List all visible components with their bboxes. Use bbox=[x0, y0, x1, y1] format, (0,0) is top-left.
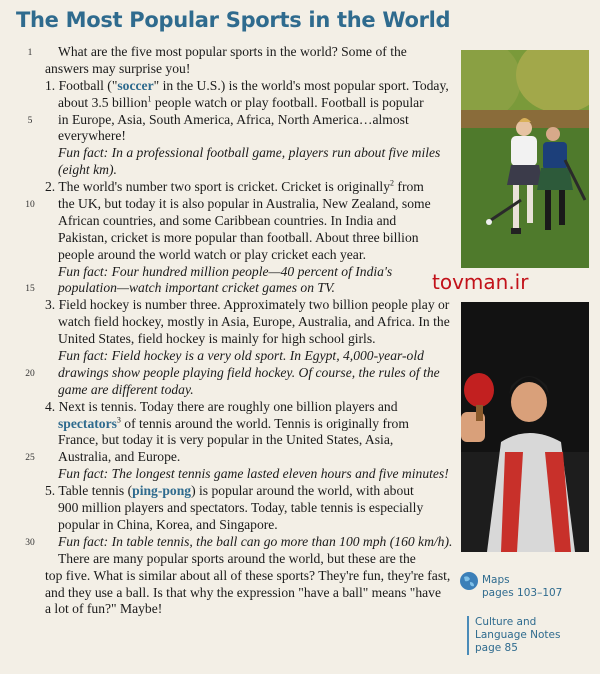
text-line bbox=[0, 314, 458, 331]
text-segment: people around the world watch or play cricket each year. bbox=[58, 246, 366, 262]
text-line bbox=[0, 112, 458, 129]
text-segment: the UK, but today it is also popular in Australia, New Zealand, some bbox=[58, 196, 431, 212]
text-segment: 4. Next is tennis. Today there are roughly one billion players and bbox=[45, 398, 398, 414]
maps-pages: pages 103–107 bbox=[482, 587, 563, 599]
text-segment: " in the U.S.) is the world's most popular sport. Today, bbox=[153, 77, 449, 93]
text-line bbox=[0, 331, 458, 348]
text-line bbox=[0, 78, 458, 95]
text-line bbox=[0, 44, 458, 61]
text-segment: population—watch important cricket games on TV. bbox=[58, 280, 335, 296]
line-number: 1 bbox=[27, 48, 33, 58]
line-number: 25 bbox=[25, 453, 35, 464]
text-segment: and they use a ball. Is that why the expression "have a ball" means "have bbox=[45, 584, 442, 600]
text-line bbox=[0, 432, 458, 449]
text-segment: Fun fact: Four hundred million people—40 percent of India's bbox=[58, 263, 393, 279]
text-line bbox=[0, 551, 458, 568]
page-title: The Most Popular Sports in the World bbox=[16, 8, 451, 32]
line-number: 30 bbox=[25, 537, 35, 548]
text-line bbox=[0, 297, 458, 314]
text-segment: Pakistan, cricket is more popular than football. About three billion bbox=[58, 229, 419, 245]
text-line bbox=[0, 585, 458, 602]
text-line bbox=[0, 601, 458, 618]
text-segment: drawings show people playing field hockey. Of course, the rules of the bbox=[58, 364, 440, 380]
text-segment: African countries, and some Caribbean countries. In India and bbox=[58, 212, 397, 228]
text-line bbox=[0, 264, 458, 281]
text-segment: There are many popular sports around the world, but these are the bbox=[58, 550, 416, 566]
footnote-marker: 1 bbox=[147, 94, 152, 104]
text-segment: United States, field hockey is mainly for high school girls. bbox=[58, 331, 376, 347]
glossary-word: ping-pong bbox=[132, 483, 192, 499]
text-line bbox=[0, 247, 458, 264]
line-number: 15 bbox=[25, 284, 35, 295]
text-segment: Australia, and Europe. bbox=[58, 449, 181, 465]
text-segment: Fun fact: The longest tennis game lasted eleven hours and five minutes! bbox=[58, 466, 449, 482]
text-line bbox=[0, 517, 458, 534]
notes-line2: Language Notes bbox=[475, 629, 561, 641]
text-segment: 3. Field hockey is number three. Approximately two billion people play or bbox=[45, 297, 450, 313]
culture-notes-reference[interactable] bbox=[467, 616, 560, 655]
text-segment: France, but today it is very popular in the United States, Asia, bbox=[58, 432, 394, 448]
maps-reference[interactable] bbox=[482, 574, 562, 600]
text-line bbox=[0, 213, 458, 230]
glossary-word: soccer bbox=[117, 77, 154, 93]
text-segment: of tennis around the world. Tennis is originally from bbox=[120, 415, 409, 431]
text-segment: 1. Football (" bbox=[45, 77, 118, 93]
text-line bbox=[0, 348, 458, 365]
text-line bbox=[0, 196, 458, 213]
text-segment: watch field hockey, mostly in Asia, Europe, Australia, and Africa. In the bbox=[58, 314, 450, 330]
line-number: 20 bbox=[25, 368, 35, 379]
text-segment: people watch or play football. Football is popular bbox=[151, 94, 424, 110]
text-line bbox=[0, 145, 458, 162]
text-segment: answers may surprise you! bbox=[45, 60, 191, 76]
text-line bbox=[0, 95, 458, 112]
text-line bbox=[0, 179, 458, 196]
text-segment: What are the five most popular sports in the world? Some of the bbox=[58, 44, 407, 59]
text-line bbox=[0, 483, 458, 500]
notes-page: page 85 bbox=[475, 642, 518, 654]
notes-line1: Culture and bbox=[475, 616, 537, 628]
field-hockey-photo bbox=[461, 50, 589, 268]
line-number: 10 bbox=[25, 200, 35, 211]
line-number: 5 bbox=[27, 115, 33, 126]
text-segment: top five. What is similar about all of these sports? They're fun, they're fast, bbox=[45, 567, 451, 583]
text-segment: game are different today. bbox=[58, 381, 194, 397]
text-segment: 5. Table tennis ( bbox=[45, 483, 133, 499]
text-segment: 2. The world's number two sport is cricket. Cricket is originally bbox=[45, 179, 391, 195]
text-line bbox=[0, 280, 458, 297]
text-line bbox=[0, 399, 458, 416]
text-segment: from bbox=[394, 179, 424, 195]
maps-label: Maps bbox=[482, 574, 510, 586]
globe-icon bbox=[459, 571, 479, 591]
text-segment: a lot of fun?" Maybe! bbox=[45, 601, 163, 617]
text-line bbox=[0, 568, 458, 585]
text-line bbox=[0, 466, 458, 483]
text-line bbox=[0, 416, 458, 433]
watermark: tovman.ir bbox=[432, 270, 529, 294]
text-line bbox=[0, 61, 458, 78]
text-segment: Fun fact: Field hockey is a very old sport. In Egypt, 4,000-year-old bbox=[58, 348, 424, 364]
footnote-marker: 2 bbox=[390, 178, 395, 188]
text-segment: ) is popular around the world, with about bbox=[191, 483, 414, 499]
glossary-word: spectators bbox=[58, 415, 117, 431]
footnote-marker: 3 bbox=[116, 415, 121, 425]
text-line bbox=[0, 500, 458, 517]
text-segment: 900 million players and spectators. Today, table tennis is especially bbox=[58, 500, 424, 516]
text-segment: Fun fact: In table tennis, the ball can go more than 100 mph (160 km/h). bbox=[58, 533, 453, 549]
text-segment: everywhere! bbox=[58, 128, 126, 144]
text-line bbox=[0, 162, 458, 179]
text-segment: in Europe, Asia, South America, Africa, North America…almost bbox=[58, 111, 409, 127]
text-segment: Fun fact: In a professional football game, players run about five miles bbox=[58, 145, 441, 161]
text-segment: (eight km). bbox=[58, 162, 117, 178]
text-segment: about 3.5 billion bbox=[58, 94, 148, 110]
text-line bbox=[0, 128, 458, 145]
text-segment: popular in China, Korea, and Singapore. bbox=[58, 516, 278, 532]
article-body bbox=[0, 44, 458, 618]
text-line bbox=[0, 365, 458, 382]
text-line bbox=[0, 230, 458, 247]
table-tennis-photo bbox=[461, 302, 589, 552]
text-line bbox=[0, 382, 458, 399]
text-line bbox=[0, 534, 458, 551]
text-line bbox=[0, 449, 458, 466]
